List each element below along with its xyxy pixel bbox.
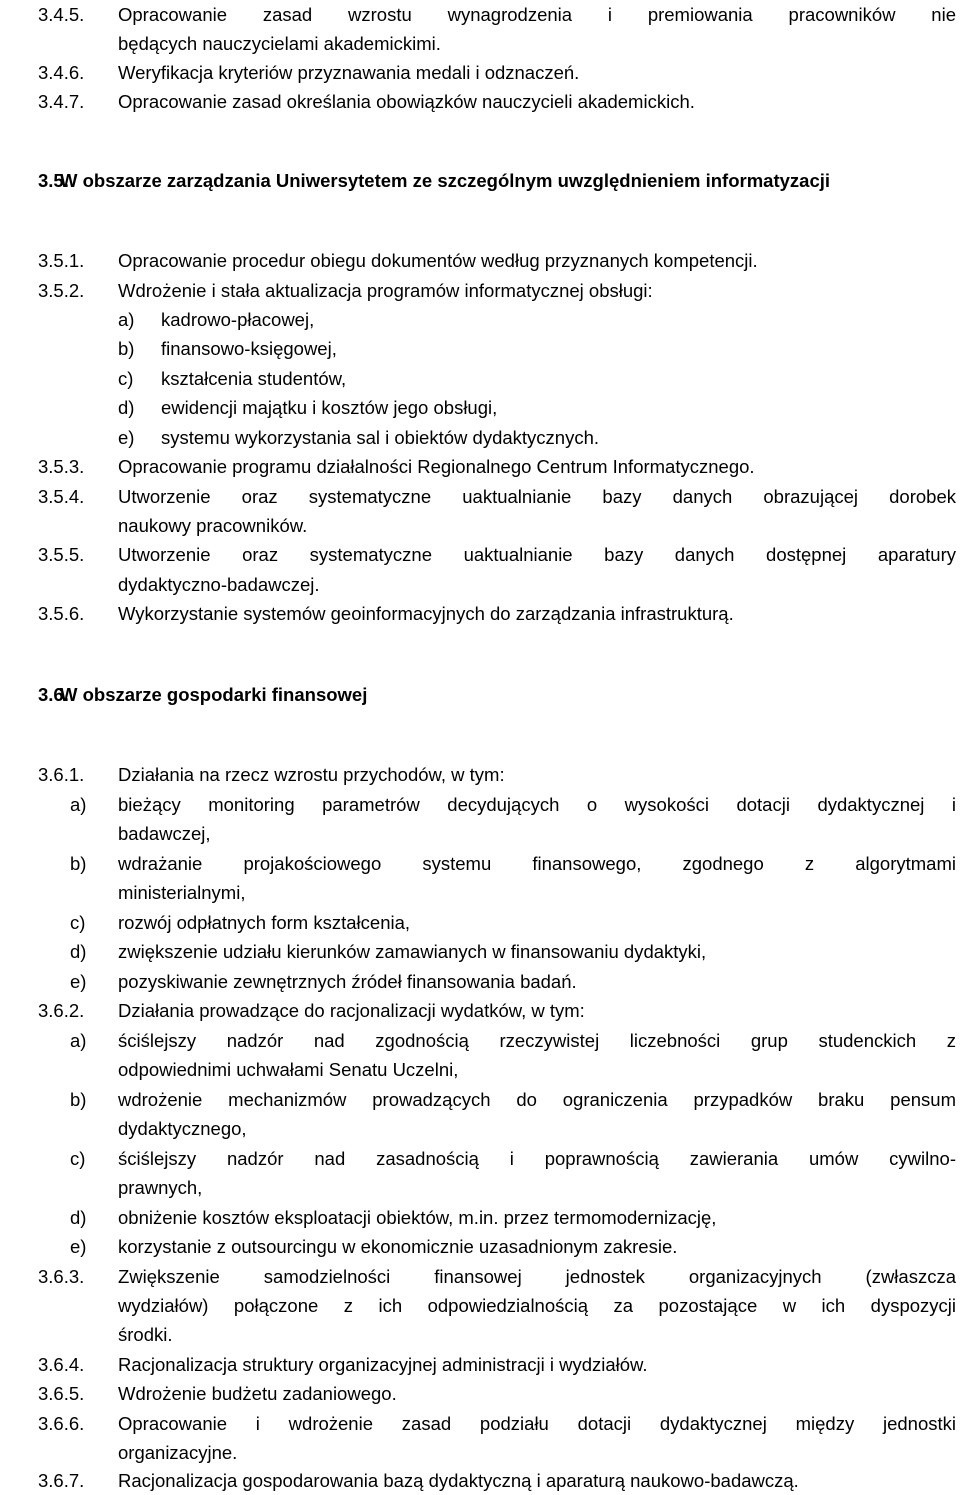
item-3-5-4 [0,482,960,511]
list-label: d) [70,941,87,962]
item-text: Wdrożenie budżetu zadaniowego. [118,1383,397,1404]
list-text: wdrożenie mechanizmów prowadzących do ograniczenia przypadków braku pensum [118,1089,956,1110]
section-heading-3-6 [0,680,960,709]
list-label: a) [70,794,87,815]
item-3-5-6 [0,599,960,628]
item-3-4-7 [0,87,960,116]
list-item [0,849,960,878]
list-item [0,1144,960,1173]
list-item-cont [0,1055,960,1084]
list-item-cont [0,878,960,907]
list-item [0,423,960,452]
section-heading-3-5 [0,166,960,195]
list-text: zwiększenie udziału kierunków zamawianych w finansowaniu dydaktyki, [118,941,707,962]
item-text: Racjonalizacja gospodarowania bazą dydaktyczną i aparaturą naukowo-badawczą. [118,1470,799,1491]
item-number: 3.5.2. [38,280,85,301]
item-number: 3.5.4. [38,486,85,507]
list-text: pozyskiwanie zewnętrznych źródeł finansowania badań. [118,971,577,992]
list-item-cont [0,1173,960,1202]
list-text: prawnych, [118,1177,203,1198]
item-number: 3.5.6. [38,603,85,624]
list-label: c) [118,368,134,389]
item-text: wydziałów) połączone z ich odpowiedzialnością za pozostające w ich dyspozycji [118,1295,956,1316]
list-text: ściślejszy nadzór nad zgodnością rzeczywistej liczebności grup studenckich z [118,1030,956,1051]
item-3-4-5 [0,0,960,29]
list-label: d) [118,397,135,418]
list-label: e) [70,1236,87,1257]
item-number: 3.6.3. [38,1266,85,1287]
list-label: a) [70,1030,87,1051]
list-text: obniżenie kosztów eksploatacji obiektów, m.in. przez termomodernizację, [118,1207,717,1228]
section-title: W obszarze gospodarki finansowej [60,684,368,705]
item-text: Opracowanie zasad wzrostu wynagrodzenia i premiowania pracowników nie [118,4,956,25]
list-text: odpowiednimi uchwałami Senatu Uczelni, [118,1059,459,1080]
item-number: 3.4.5. [38,4,85,25]
list-label: e) [118,427,135,448]
item-number: 3.6.6. [38,1413,85,1434]
section-title: W obszarze zarządzania Uniwersytetem ze szczególnym uwzględnieniem informatyzacji [60,170,831,191]
item-text: Wykorzystanie systemów geoinformacyjnych do zarządzania infrastrukturą. [118,603,734,624]
list-text: korzystanie z outsourcingu w ekonomicznie uzasadnionym zakresie. [118,1236,678,1257]
item-text: Opracowanie programu działalności Regionalnego Centrum Informatycznego. [118,456,755,477]
item-3-6-5 [0,1379,960,1408]
list-label: e) [70,971,87,992]
list-text: kadrowo-płacowej, [161,309,315,330]
section-number: 3.5. [38,170,69,191]
item-text: Wdrożenie i stała aktualizacja programów informatycznej obsługi: [118,280,653,301]
item-number: 3.6.1. [38,764,85,785]
item-text: Zwiększenie samodzielności finansowej jednostek organizacyjnych (zwłaszcza [118,1266,956,1287]
item-3-5-3 [0,452,960,481]
item-number: 3.5.1. [38,250,85,271]
item-3-5-5 [0,540,960,569]
item-text: Działania na rzecz wzrostu przychodów, w tym: [118,764,505,785]
item-3-6-4 [0,1350,960,1379]
item-3-4-6 [0,58,960,87]
list-label: b) [70,853,87,874]
list-label: c) [70,1148,86,1169]
list-item [0,967,960,996]
item-3-5-5-cont [0,570,960,599]
section-number: 3.6. [38,684,69,705]
list-text: ewidencji majątku i kosztów jego obsługi, [161,397,498,418]
item-3-5-1 [0,246,960,275]
item-text: naukowy pracowników. [118,515,308,536]
item-number: 3.6.2. [38,1000,85,1021]
list-text: rozwój odpłatnych form kształcenia, [118,912,411,933]
list-item [0,1026,960,1055]
item-3-5-4-cont [0,511,960,540]
list-item [0,908,960,937]
item-3-6-6 [0,1409,960,1438]
item-number: 3.6.4. [38,1354,85,1375]
item-text: organizacyjne. [118,1442,238,1463]
list-text: systemu wykorzystania sal i obiektów dydaktycznych. [161,427,600,448]
list-text: ściślejszy nadzór nad zasadnością i poprawnością zawierania umów cywilno- [118,1148,956,1169]
list-label: c) [70,912,86,933]
list-text: finansowo-księgowej, [161,338,337,359]
item-3-6-3 [0,1262,960,1291]
list-item [0,364,960,393]
item-3-6-6-cont [0,1438,960,1467]
list-item-cont [0,819,960,848]
item-text: Opracowanie zasad określania obowiązków nauczycieli akademickich. [118,91,695,112]
item-text: Opracowanie i wdrożenie zasad podziału dotacji dydaktycznej między jednostki [118,1413,956,1434]
list-label: b) [70,1089,87,1110]
item-number: 3.5.3. [38,456,85,477]
list-item [0,334,960,363]
list-text: badawczej, [118,823,211,844]
item-number: 3.5.5. [38,544,85,565]
item-number: 3.6.5. [38,1383,85,1404]
item-text: Utworzenie oraz systematyczne uaktualnianie bazy danych obrazującej dorobek [118,486,956,507]
list-item [0,790,960,819]
list-item [0,305,960,334]
item-number: 3.6.7. [38,1470,85,1491]
item-text: środki. [118,1324,173,1345]
list-item [0,937,960,966]
list-item-cont [0,1114,960,1143]
list-text: wdrażanie projakościowego systemu finansowego, zgodnego z algorytmami [118,853,956,874]
list-item [0,1203,960,1232]
item-3-6-3-cont [0,1320,960,1349]
item-3-5-2 [0,276,960,305]
item-text: dydaktyczno-badawczej. [118,574,320,595]
item-text: Weryfikacja kryteriów przyznawania medali i odznaczeń. [118,62,580,83]
item-3-4-5-cont [0,29,960,58]
list-item [0,1232,960,1261]
list-label: a) [118,309,135,330]
item-text: Racjonalizacja struktury organizacyjnej administracji i wydziałów. [118,1354,648,1375]
list-item [0,1085,960,1114]
item-3-6-2 [0,996,960,1025]
item-number: 3.4.6. [38,62,85,83]
item-text: Utworzenie oraz systematyczne uaktualnianie bazy danych dostępnej aparatury [118,544,956,565]
item-3-6-1 [0,760,960,789]
list-label: d) [70,1207,87,1228]
item-text: będących nauczycielami akademickimi. [118,33,441,54]
list-text: dydaktycznego, [118,1118,247,1139]
item-text: Opracowanie procedur obiegu dokumentów według przyznanych kompetencji. [118,250,758,271]
item-text: Działania prowadzące do racjonalizacji wydatków, w tym: [118,1000,585,1021]
list-text: kształcenia studentów, [161,368,347,389]
list-label: b) [118,338,135,359]
list-item [0,393,960,422]
item-number: 3.4.7. [38,91,85,112]
list-text: bieżący monitoring parametrów decydujących o wysokości dotacji dydaktycznej i [118,794,956,815]
list-text: ministerialnymi, [118,882,246,903]
item-3-6-3-cont [0,1291,960,1320]
item-3-6-7 [0,1466,960,1495]
